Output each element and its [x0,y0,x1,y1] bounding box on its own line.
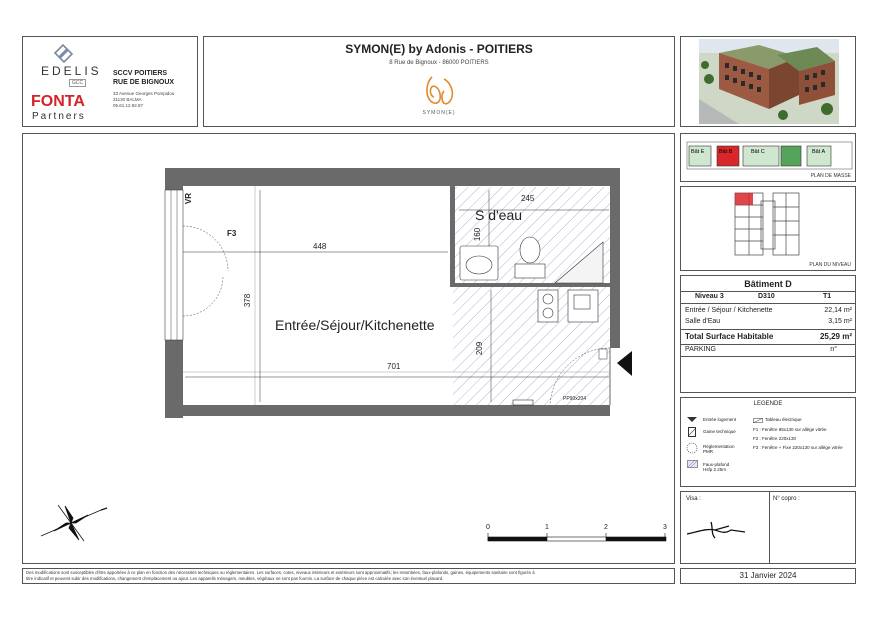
company-name-1: SCCV POITIERS [113,70,168,77]
false-ceiling-hatch-icon [687,460,698,468]
project-address: 8 Rue de Bignoux - 86000 POITIERS [389,60,489,66]
dimension-160: 160 [473,227,483,242]
legend-left-2: Gaine technique [703,429,736,434]
room-name-1: Entrée / Séjour / Kitchenette [685,307,773,314]
unit-info-table [680,275,856,393]
floor-plan-drawing [23,134,674,563]
date-box [680,568,856,584]
gcc-badge: GCC [69,79,86,87]
shower-door-tag: PP90x204 [563,396,587,402]
legend-right-3: F2 : Fenêtre 220x130 [753,436,797,441]
legend-left-4: Faux-plafond Hsfp 2.25m [703,462,730,472]
electric-panel-icon [753,418,763,423]
room-area-1: 22,14 m² [824,307,852,314]
scale-label-2: 2 [604,524,608,531]
wall-north [165,168,620,186]
total-area-value: 25,29 m² [819,332,852,341]
wall-east [610,168,620,348]
site-bat-a: Bât A [812,149,826,155]
legend-right-4: F3 : Fenêtre + Fixe 220x130 sur allège vitrée [753,445,843,450]
legend-left-3: Réglementation PMR [703,444,735,454]
level-plan-label: PLAN DU NIVEAU [809,262,851,268]
unit-type: T1 [823,293,832,300]
scale-label-0: 0 [486,524,490,531]
window-tag-f3: F3 [227,229,237,238]
legend-box [680,397,856,487]
total-area-label: Total Surface Habitable [685,332,774,341]
room-label-main: Entrée/Séjour/Kitchenette [275,317,435,333]
disclaimer-box [22,568,675,584]
parking-label: PARKING [685,346,716,353]
project-header [203,36,675,127]
wall-south [165,405,610,416]
roller-shutter-tag: VR [184,192,194,205]
wall-bath-south [450,283,610,287]
project-title: SYMON(E) by Adonis - POITIERS [345,42,533,56]
legend-title: LEGENDE [753,401,783,407]
dimension-378: 378 [243,293,253,308]
visa-label: Visa : [686,496,701,502]
technical-shaft-icon [688,427,696,437]
site-bat-e: Bât E [691,149,705,155]
building-render-image [699,39,839,124]
scale-bar [488,533,666,541]
company-address-2: 31130 BALMA [113,97,142,102]
site-plan-frame [680,133,856,182]
site-bat-c: Bât C [751,149,765,155]
entry-arrow-icon [687,417,697,423]
legend-right-2: F1 : Fenêtre 85x130 sur allège vitrée [753,427,827,432]
dimension-245: 245 [521,194,535,203]
room-area-2: 3,15 m² [828,318,852,325]
developer-header [22,36,198,127]
partners-wordmark: Partners [32,111,86,122]
dimension-448: 448 [313,242,327,251]
hob [538,290,558,322]
pmr-circle-icon [686,442,698,454]
fonta-wordmark: FONTA [31,93,85,110]
plan-date: 31 Janvier 2024 [739,571,797,580]
dimension-701: 701 [387,362,401,371]
edelis-wordmark: EDELIS [41,64,102,78]
disclaimer-line-2: titre indicatif et peuvent subir des modifications, changement d'emplacement ou ajout. Les appareils ménagers, meubles, végétaux ne sont pas fournis. La surface de chaque pièce est calculée avec son éventuel placard. [26,576,444,581]
scale-label-3: 3 [663,524,667,531]
building-render-frame [680,36,856,127]
legend-right-1: Tableau électrique [765,417,802,422]
toilet-bowl [520,237,540,263]
entry-marker [617,351,632,376]
floor-plan-frame [22,133,675,564]
company-name-2: RUE DE BIGNOUX [113,79,175,86]
dimension-209: 209 [475,341,485,356]
level-plan-frame [680,186,856,271]
company-phone: 05.61.12.92.87 [113,103,144,108]
symone-logo-text: SYMON(E) [422,110,456,116]
unit-lot: D310 [758,293,775,300]
symone-logo-icon [422,73,458,109]
edelis-logo-icon [49,39,79,63]
compass-rose [41,505,107,541]
scale-label-1: 1 [545,524,549,531]
signature-box [680,491,856,564]
handwritten-signature [685,518,751,542]
company-address-1: 33 Avenue Georges Pompidou [113,91,175,96]
toilet-tank [515,264,545,278]
copro-label: N° copro : [773,496,800,502]
wall-bath-west [450,186,455,283]
room-name-2: Salle d'Eau [685,318,721,325]
legend-left-1: Entrée logement [703,417,737,422]
site-bat-b: Bât B [719,149,733,155]
level-plan-drawing [731,191,803,257]
building-name: Bâtiment D [744,279,792,289]
site-plan-label: PLAN DE MASSE [810,173,851,179]
washbasin [460,246,498,280]
parking-value: n° [830,346,837,353]
disclaimer-line-1: Des modifications sont susceptibles d'être apportées à ce plan en fonction des nécessités techniques ou réglementaires. Les surfaces, cotes, niveaux intérieurs et extérieurs sont approximatifs; les retombées, faux-plafonds, gaines, équipements sanitaire sont figurés à [26,570,535,575]
room-label-bath: S d'eau [475,207,523,223]
unit-level: Niveau 3 [695,293,724,300]
